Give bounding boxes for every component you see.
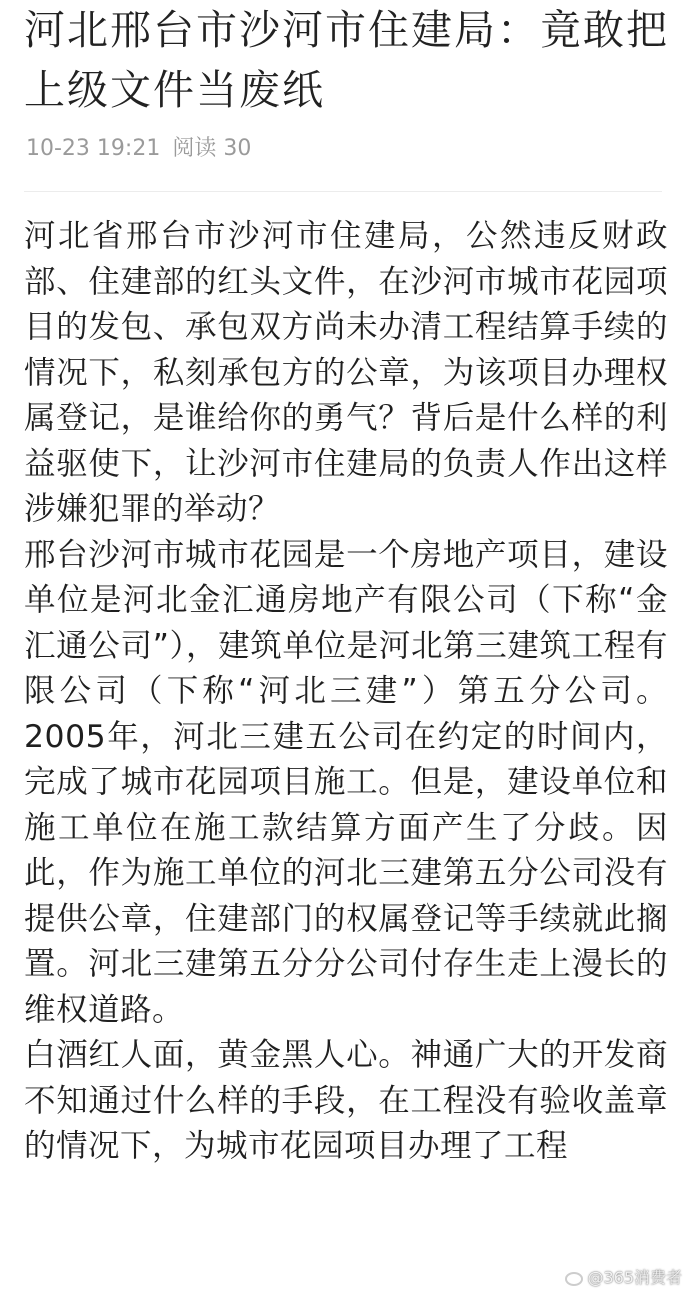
article-title: 河北邢台市沙河市住建局：竟敢把上级文件当废纸 xyxy=(24,6,669,114)
publish-datetime: 10-23 19:21 xyxy=(26,136,161,161)
view-count: 阅读 30 xyxy=(172,136,252,161)
paragraph-2: 邢台沙河市城市花园是一个房地产项目，建设单位是河北金汇通房地产有限公司（下称“金汇通公司”），建筑单位是河北第三建筑工程有限公司（下称“河北三建”）第五分公司。2005年，河北三建五公司在约定的时间内，完成了城市花园项目施工。但是，建设单位和施工单位在施工款结算方面产生了分歧。因此，作为施工单位的河北三建第五分公司没有提供公章，住建部门的权属登记等手续就此搁置。河北三建第五分分公司付存生走上漫长的维权道路。 xyxy=(24,536,668,1028)
weibo-icon xyxy=(565,1272,583,1286)
article-body xyxy=(24,214,668,1170)
paragraph-1: 河北省邢台市沙河市住建局，公然违反财政部、住建部的红头文件，在沙河市城市花园项目的发包、承包双方尚未办清工程结算手续的情况下，私刻承包方的公章，为该项目办理权属登记，是谁给你的勇气？背后是什么样的利益驱使下，让沙河市住建局的负责人作出这样涉嫌犯罪的举动？ xyxy=(24,218,668,527)
watermark-text: @365消费者 xyxy=(587,1268,682,1287)
article-meta xyxy=(26,134,251,164)
meta-divider xyxy=(24,191,662,192)
watermark xyxy=(565,1268,682,1288)
paragraph-3: 白酒红人面，黄金黑人心。神通广大的开发商不知通过什么样的手段，在工程没有验收盖章的情况下，为城市花园项目办理了工程 xyxy=(24,1037,668,1164)
